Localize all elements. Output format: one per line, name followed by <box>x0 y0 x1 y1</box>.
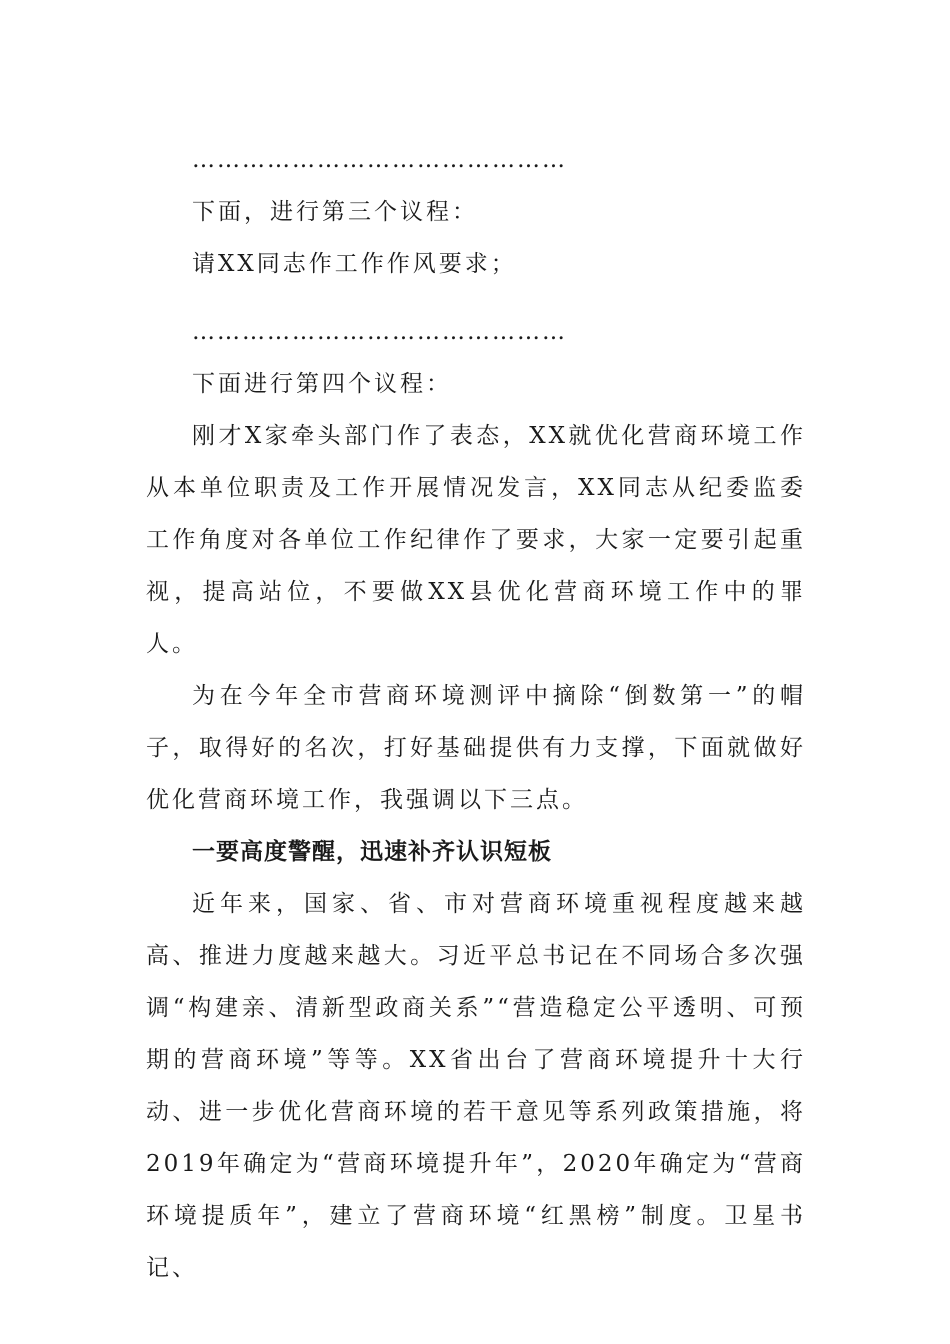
paragraph-background: 近年来，国家、省、市对营商环境重视程度越来越高、推进力度越来越大。习近平总书记在不同场合多次强调“构建亲、清新型政商关系”“营造稳定公平透明、可预期的营商环境”等等。XX省出台了营商环境提升十大行动、进一步优化营商环境的若干意见等系列政策措施，将2019年确定为“营商环境提升年”，2020年确定为“营商环境提质年”，建立了营商环境“红黑榜”制度。卫星书记、 <box>146 891 806 1281</box>
section-heading: 一要高度警醒，迅速补齐认识短板 <box>192 839 552 865</box>
ellipsis-separator: ……………………………………… <box>192 319 567 345</box>
paragraph-agenda-four: 下面进行第四个议程： <box>192 371 452 397</box>
ellipsis-separator: ……………………………………… <box>192 147 567 173</box>
paragraph-agenda-three: 下面，进行第三个议程： <box>192 199 478 225</box>
paragraph-summary: 刚才X家牵头部门作了表态，XX就优化营商环境工作从本单位职责及工作开展情况发言，XX同志从纪委监委工作角度对各单位工作纪律作了要求，大家一定要引起重视，提高站位，不要做XX县优化营商环境工作中的罪人。 <box>146 423 806 657</box>
document-body <box>146 134 806 1294</box>
spacer <box>146 290 806 306</box>
paragraph-invite-speaker: 请XX同志作工作作风要求； <box>192 251 517 277</box>
paragraph-goal: 为在今年全市营商环境测评中摘除“倒数第一”的帽子，取得好的名次，打好基础提供有力支撑，下面就做好优化营商环境工作，我强调以下三点。 <box>146 683 806 813</box>
